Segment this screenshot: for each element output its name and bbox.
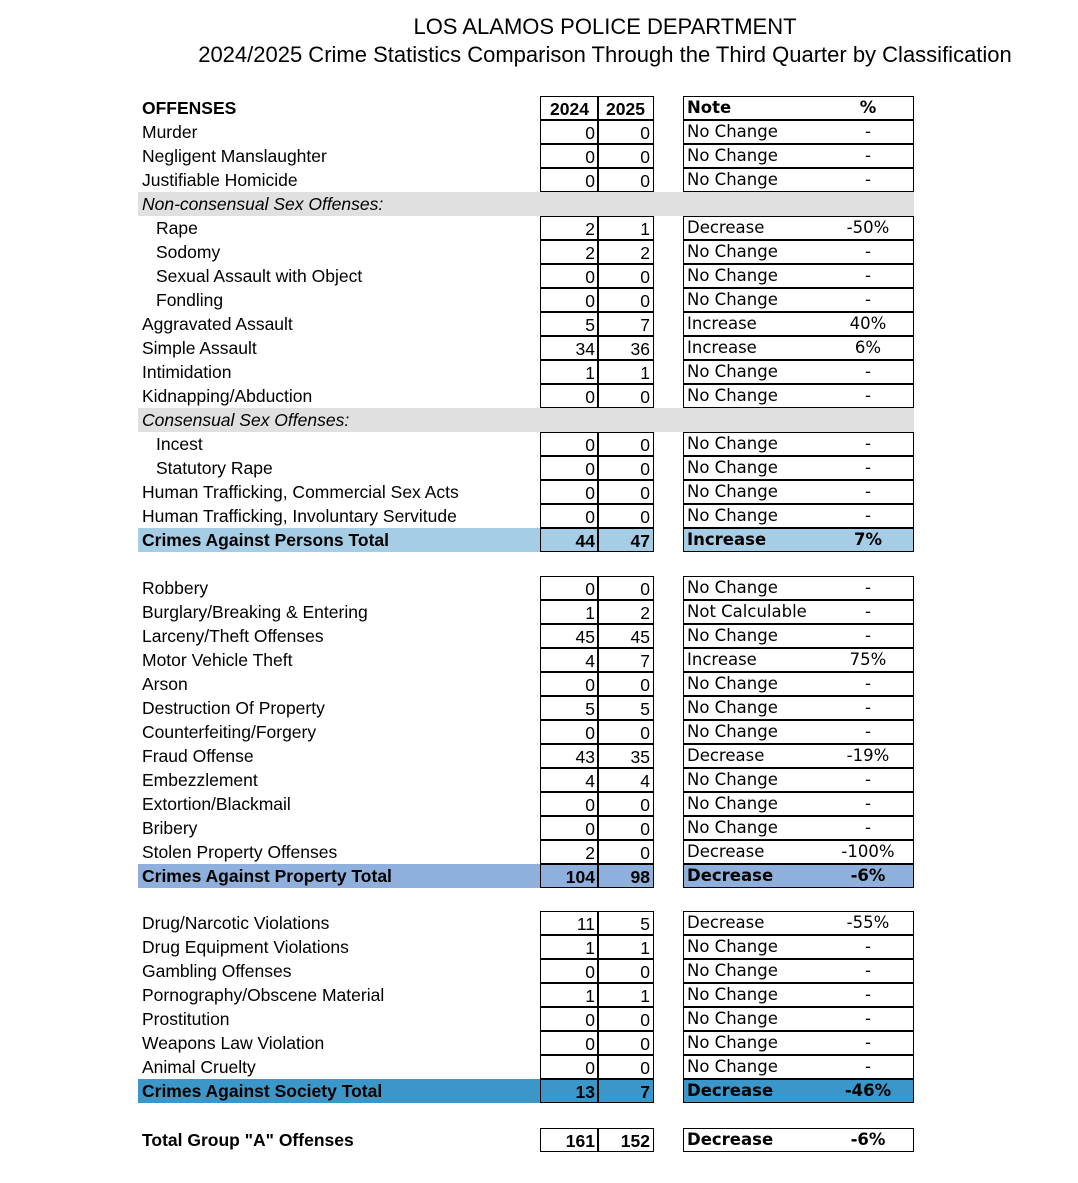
table-row [138,959,914,983]
table-row [138,935,914,959]
value-2024: 0 [540,959,599,983]
note-cell [683,216,914,240]
offense-label: Counterfeiting/Forgery [142,722,317,742]
value-2024: 11 [540,911,599,935]
note-cell [683,384,914,408]
change-percent: -100% [841,842,895,861]
offense-label: Human Trafficking, Commercial Sex Acts [142,482,459,502]
change-percent: -6% [850,866,886,885]
percent-header: % [859,98,877,117]
change-percent: - [865,482,871,501]
change-note: No Change [687,698,778,717]
offense-label: Arson [142,674,188,694]
change-note: No Change [687,458,778,477]
change-note: No Change [687,386,778,405]
value-2025: 45 [597,624,654,648]
note-cell [683,1055,914,1079]
note-cell [683,168,914,192]
subcategory-header [138,408,914,432]
value-2024: 5 [540,312,599,336]
change-percent: - [865,1033,871,1052]
note-cell [683,696,914,720]
change-percent: - [865,1057,871,1076]
society-total-row [138,1079,914,1103]
change-note: Decrease [687,866,774,885]
offense-label: Animal Cruelty [142,1057,256,1077]
note-cell [683,336,914,360]
table-row [138,504,914,528]
value-2025: 152 [597,1128,654,1152]
table-row [138,648,914,672]
change-percent: - [865,770,871,789]
change-note: Increase [687,530,767,549]
change-percent: - [865,266,871,285]
change-note: Decrease [687,1081,774,1100]
note-cell [683,456,914,480]
change-note: No Change [687,1009,778,1028]
change-note: No Change [687,794,778,813]
value-2025: 7 [597,1079,654,1103]
table-row [138,696,914,720]
change-percent: 7% [853,530,882,549]
value-2025: 7 [597,648,654,672]
change-percent: -50% [846,218,890,237]
note-cell [683,288,914,312]
change-note: Not Calculable [687,602,807,621]
offense-label: Embezzlement [142,770,258,790]
value-2025: 0 [597,456,654,480]
change-percent: - [865,937,871,956]
change-note: No Change [687,937,778,956]
header-row [138,96,914,120]
change-percent: - [865,122,871,141]
note-cell [683,240,914,264]
table-row [138,768,914,792]
change-note: No Change [687,985,778,1004]
note-cell [683,1031,914,1055]
value-2024: 0 [540,1055,599,1079]
table-row [138,1007,914,1031]
value-2025: 0 [597,720,654,744]
offense-label: Sodomy [156,242,221,262]
table-row [138,384,914,408]
change-note: No Change [687,506,778,525]
note-cell [683,576,914,600]
value-2025: 98 [597,864,654,888]
offense-label: Motor Vehicle Theft [142,650,293,670]
value-2025: 1 [597,983,654,1007]
note-cell [683,1079,914,1103]
change-percent: 6% [854,338,882,357]
table-row [138,576,914,600]
table-row [138,288,914,312]
change-percent: - [865,290,871,309]
note-cell [683,816,914,840]
note-header-cell [683,96,914,120]
table-row [138,216,914,240]
note-cell [683,360,914,384]
note-cell [683,144,914,168]
offense-label: Stolen Property Offenses [142,842,338,862]
value-2025: 0 [597,288,654,312]
property-total-row [138,864,914,888]
offense-label: Larceny/Theft Offenses [142,626,324,646]
change-note: No Change [687,434,778,453]
value-2025: 2 [597,240,654,264]
value-2025: 0 [597,816,654,840]
value-2025: 0 [597,144,654,168]
offense-label: Justifiable Homicide [142,170,298,190]
offense-label: Non-consensual Sex Offenses: [142,194,384,214]
value-2025: 0 [597,480,654,504]
change-percent: - [865,961,871,980]
table-row [138,744,914,768]
change-percent: -46% [844,1081,892,1100]
note-cell [683,648,914,672]
value-2024: 0 [540,120,599,144]
offense-label: Prostitution [142,1009,230,1029]
offense-label: Consensual Sex Offenses: [142,410,350,430]
value-2024: 0 [540,576,599,600]
note-cell [683,959,914,983]
offense-label: Destruction Of Property [142,698,325,718]
table-row [138,1055,914,1079]
change-percent: - [865,794,871,813]
value-2024: 0 [540,384,599,408]
note-cell [683,744,914,768]
change-note: Decrease [687,842,765,861]
value-2025: 7 [597,312,654,336]
value-2024: 1 [540,600,599,624]
offense-label: Human Trafficking, Involuntary Servitude [142,506,457,526]
note-cell [683,983,914,1007]
change-note: Decrease [687,913,765,932]
change-note: Decrease [687,218,765,237]
value-2025: 0 [597,264,654,288]
value-2024: 4 [540,648,599,672]
value-2025: 0 [597,792,654,816]
offenses-header: OFFENSES [142,98,237,118]
table-row [138,360,914,384]
table-row [138,312,914,336]
value-2024: 0 [540,1007,599,1031]
value-2025: 36 [597,336,654,360]
value-2024: 161 [540,1128,599,1152]
change-percent: -19% [846,746,890,765]
note-header: Note [687,98,732,117]
value-2024: 0 [540,432,599,456]
table-row [138,816,914,840]
value-2025: 1 [597,935,654,959]
value-2024: 0 [540,144,599,168]
change-note: No Change [687,242,778,261]
note-cell [683,480,914,504]
offense-label: Rape [156,218,198,238]
table-row [138,983,914,1007]
change-percent: - [865,602,871,621]
change-note: Decrease [687,746,765,765]
note-cell [683,935,914,959]
change-note: No Change [687,170,778,189]
offense-label: Aggravated Assault [142,314,293,334]
year-2024-header: 2024 [540,96,599,120]
table-row [138,911,914,935]
table-row [138,1031,914,1055]
offense-label: Incest [156,434,203,454]
note-cell [683,432,914,456]
note-cell [683,768,914,792]
change-percent: - [865,985,871,1004]
value-2024: 0 [540,264,599,288]
offense-label: Extortion/Blackmail [142,794,291,814]
note-cell [683,312,914,336]
change-note: No Change [687,578,778,597]
value-2025: 1 [597,216,654,240]
table-row [138,168,914,192]
offense-label: Simple Assault [142,338,257,358]
change-note: No Change [687,674,778,693]
table-row [138,480,914,504]
change-note: No Change [687,1033,778,1052]
note-cell [683,792,914,816]
offense-label: Sexual Assault with Object [156,266,363,286]
table-row [138,840,914,864]
value-2024: 0 [540,1031,599,1055]
value-2025: 0 [597,840,654,864]
value-2024: 34 [540,336,599,360]
value-2024: 0 [540,816,599,840]
value-2025: 0 [597,120,654,144]
value-2025: 0 [597,504,654,528]
value-2025: 2 [597,600,654,624]
change-percent: - [865,242,871,261]
offense-label: Total Group "A" Offenses [142,1130,354,1150]
value-2024: 0 [540,480,599,504]
value-2025: 0 [597,576,654,600]
offense-label: Robbery [142,578,209,598]
table-row [138,792,914,816]
table-row [138,720,914,744]
offense-label: Murder [142,122,198,142]
table-row [138,456,914,480]
offense-label: Burglary/Breaking & Entering [142,602,368,622]
change-note: Decrease [687,1130,774,1149]
value-2025: 0 [597,1031,654,1055]
value-2024: 0 [540,720,599,744]
table-row [138,144,914,168]
change-note: No Change [687,626,778,645]
note-cell [683,720,914,744]
value-2025: 47 [597,528,654,552]
value-2024: 13 [540,1079,599,1103]
note-cell [683,911,914,935]
table-row [138,600,914,624]
note-cell [683,840,914,864]
value-2025: 0 [597,672,654,696]
value-2024: 5 [540,696,599,720]
change-percent: - [865,722,871,741]
value-2024: 0 [540,288,599,312]
change-percent: - [865,458,871,477]
change-percent: - [865,506,871,525]
note-cell [683,120,914,144]
offense-label: Drug Equipment Violations [142,937,349,957]
note-cell [683,672,914,696]
value-2024: 2 [540,840,599,864]
offense-label: Crimes Against Society Total [142,1081,383,1101]
year-2025-header: 2025 [597,96,654,120]
change-percent: - [865,578,871,597]
change-note: No Change [687,722,778,741]
report-title: LOS ALAMOS POLICE DEPARTMENT [413,14,797,39]
value-2025: 35 [597,744,654,768]
note-cell [683,504,914,528]
table-row [138,120,914,144]
value-2024: 4 [540,768,599,792]
change-percent: - [865,146,871,165]
value-2024: 0 [540,672,599,696]
persons-total-row [138,528,914,552]
change-percent: - [865,386,871,405]
note-cell [683,528,914,552]
offense-label: Drug/Narcotic Violations [142,913,330,933]
value-2025: 4 [597,768,654,792]
value-2024: 45 [540,624,599,648]
table-row [138,624,914,648]
offense-label: Negligent Manslaughter [142,146,327,166]
change-note: No Change [687,122,778,141]
value-2024: 43 [540,744,599,768]
note-cell [683,264,914,288]
value-2024: 0 [540,792,599,816]
note-cell [683,624,914,648]
value-2024: 0 [540,456,599,480]
offense-label: Kidnapping/Abduction [142,386,313,406]
offense-label: Pornography/Obscene Material [142,985,385,1005]
offense-label: Crimes Against Property Total [142,866,392,886]
change-note: No Change [687,362,778,381]
value-2025: 0 [597,432,654,456]
table-row [138,672,914,696]
change-percent: 75% [849,650,887,669]
value-2025: 0 [597,168,654,192]
value-2024: 104 [540,864,599,888]
value-2024: 1 [540,983,599,1007]
value-2024: 2 [540,240,599,264]
value-2025: 1 [597,360,654,384]
value-2024: 2 [540,216,599,240]
grand-total-row [138,1128,914,1152]
change-note: No Change [687,290,778,309]
change-note: No Change [687,1057,778,1076]
change-note: No Change [687,818,778,837]
value-2024: 44 [540,528,599,552]
value-2024: 0 [540,168,599,192]
change-percent: -55% [846,913,890,932]
change-note: Increase [687,338,757,357]
change-percent: 40% [849,314,887,333]
value-2024: 0 [540,504,599,528]
table-row [138,264,914,288]
change-note: No Change [687,146,778,165]
offense-label: Intimidation [142,362,232,382]
change-percent: - [865,626,871,645]
change-percent: - [865,698,871,717]
offense-label: Fraud Offense [142,746,254,766]
note-cell [683,864,914,888]
note-cell [683,600,914,624]
value-2025: 0 [597,959,654,983]
change-percent: - [865,674,871,693]
change-percent: -6% [850,1130,886,1149]
offense-label: Weapons Law Violation [142,1033,325,1053]
change-note: Increase [687,314,757,333]
change-percent: - [865,434,871,453]
offense-label: Statutory Rape [156,458,273,478]
offense-label: Gambling Offenses [142,961,292,981]
report-subtitle: 2024/2025 Crime Statistics Comparison Through the Third Quarter by Classification [198,42,1012,67]
value-2025: 5 [597,911,654,935]
change-percent: - [865,170,871,189]
value-2025: 0 [597,1007,654,1031]
change-note: No Change [687,961,778,980]
change-note: No Change [687,770,778,789]
change-note: No Change [687,482,778,501]
value-2025: 5 [597,696,654,720]
note-cell [683,1128,914,1152]
offense-label: Bribery [142,818,198,838]
table-row [138,336,914,360]
note-cell [683,1007,914,1031]
value-2025: 0 [597,384,654,408]
offense-label: Crimes Against Persons Total [142,530,390,550]
change-percent: - [865,362,871,381]
change-note: No Change [687,266,778,285]
subcategory-header [138,192,914,216]
offense-label: Fondling [156,290,224,310]
change-note: Increase [687,650,757,669]
value-2024: 1 [540,935,599,959]
table-row [138,432,914,456]
value-2024: 1 [540,360,599,384]
change-percent: - [865,1009,871,1028]
value-2025: 0 [597,1055,654,1079]
change-percent: - [865,818,871,837]
table-row [138,240,914,264]
